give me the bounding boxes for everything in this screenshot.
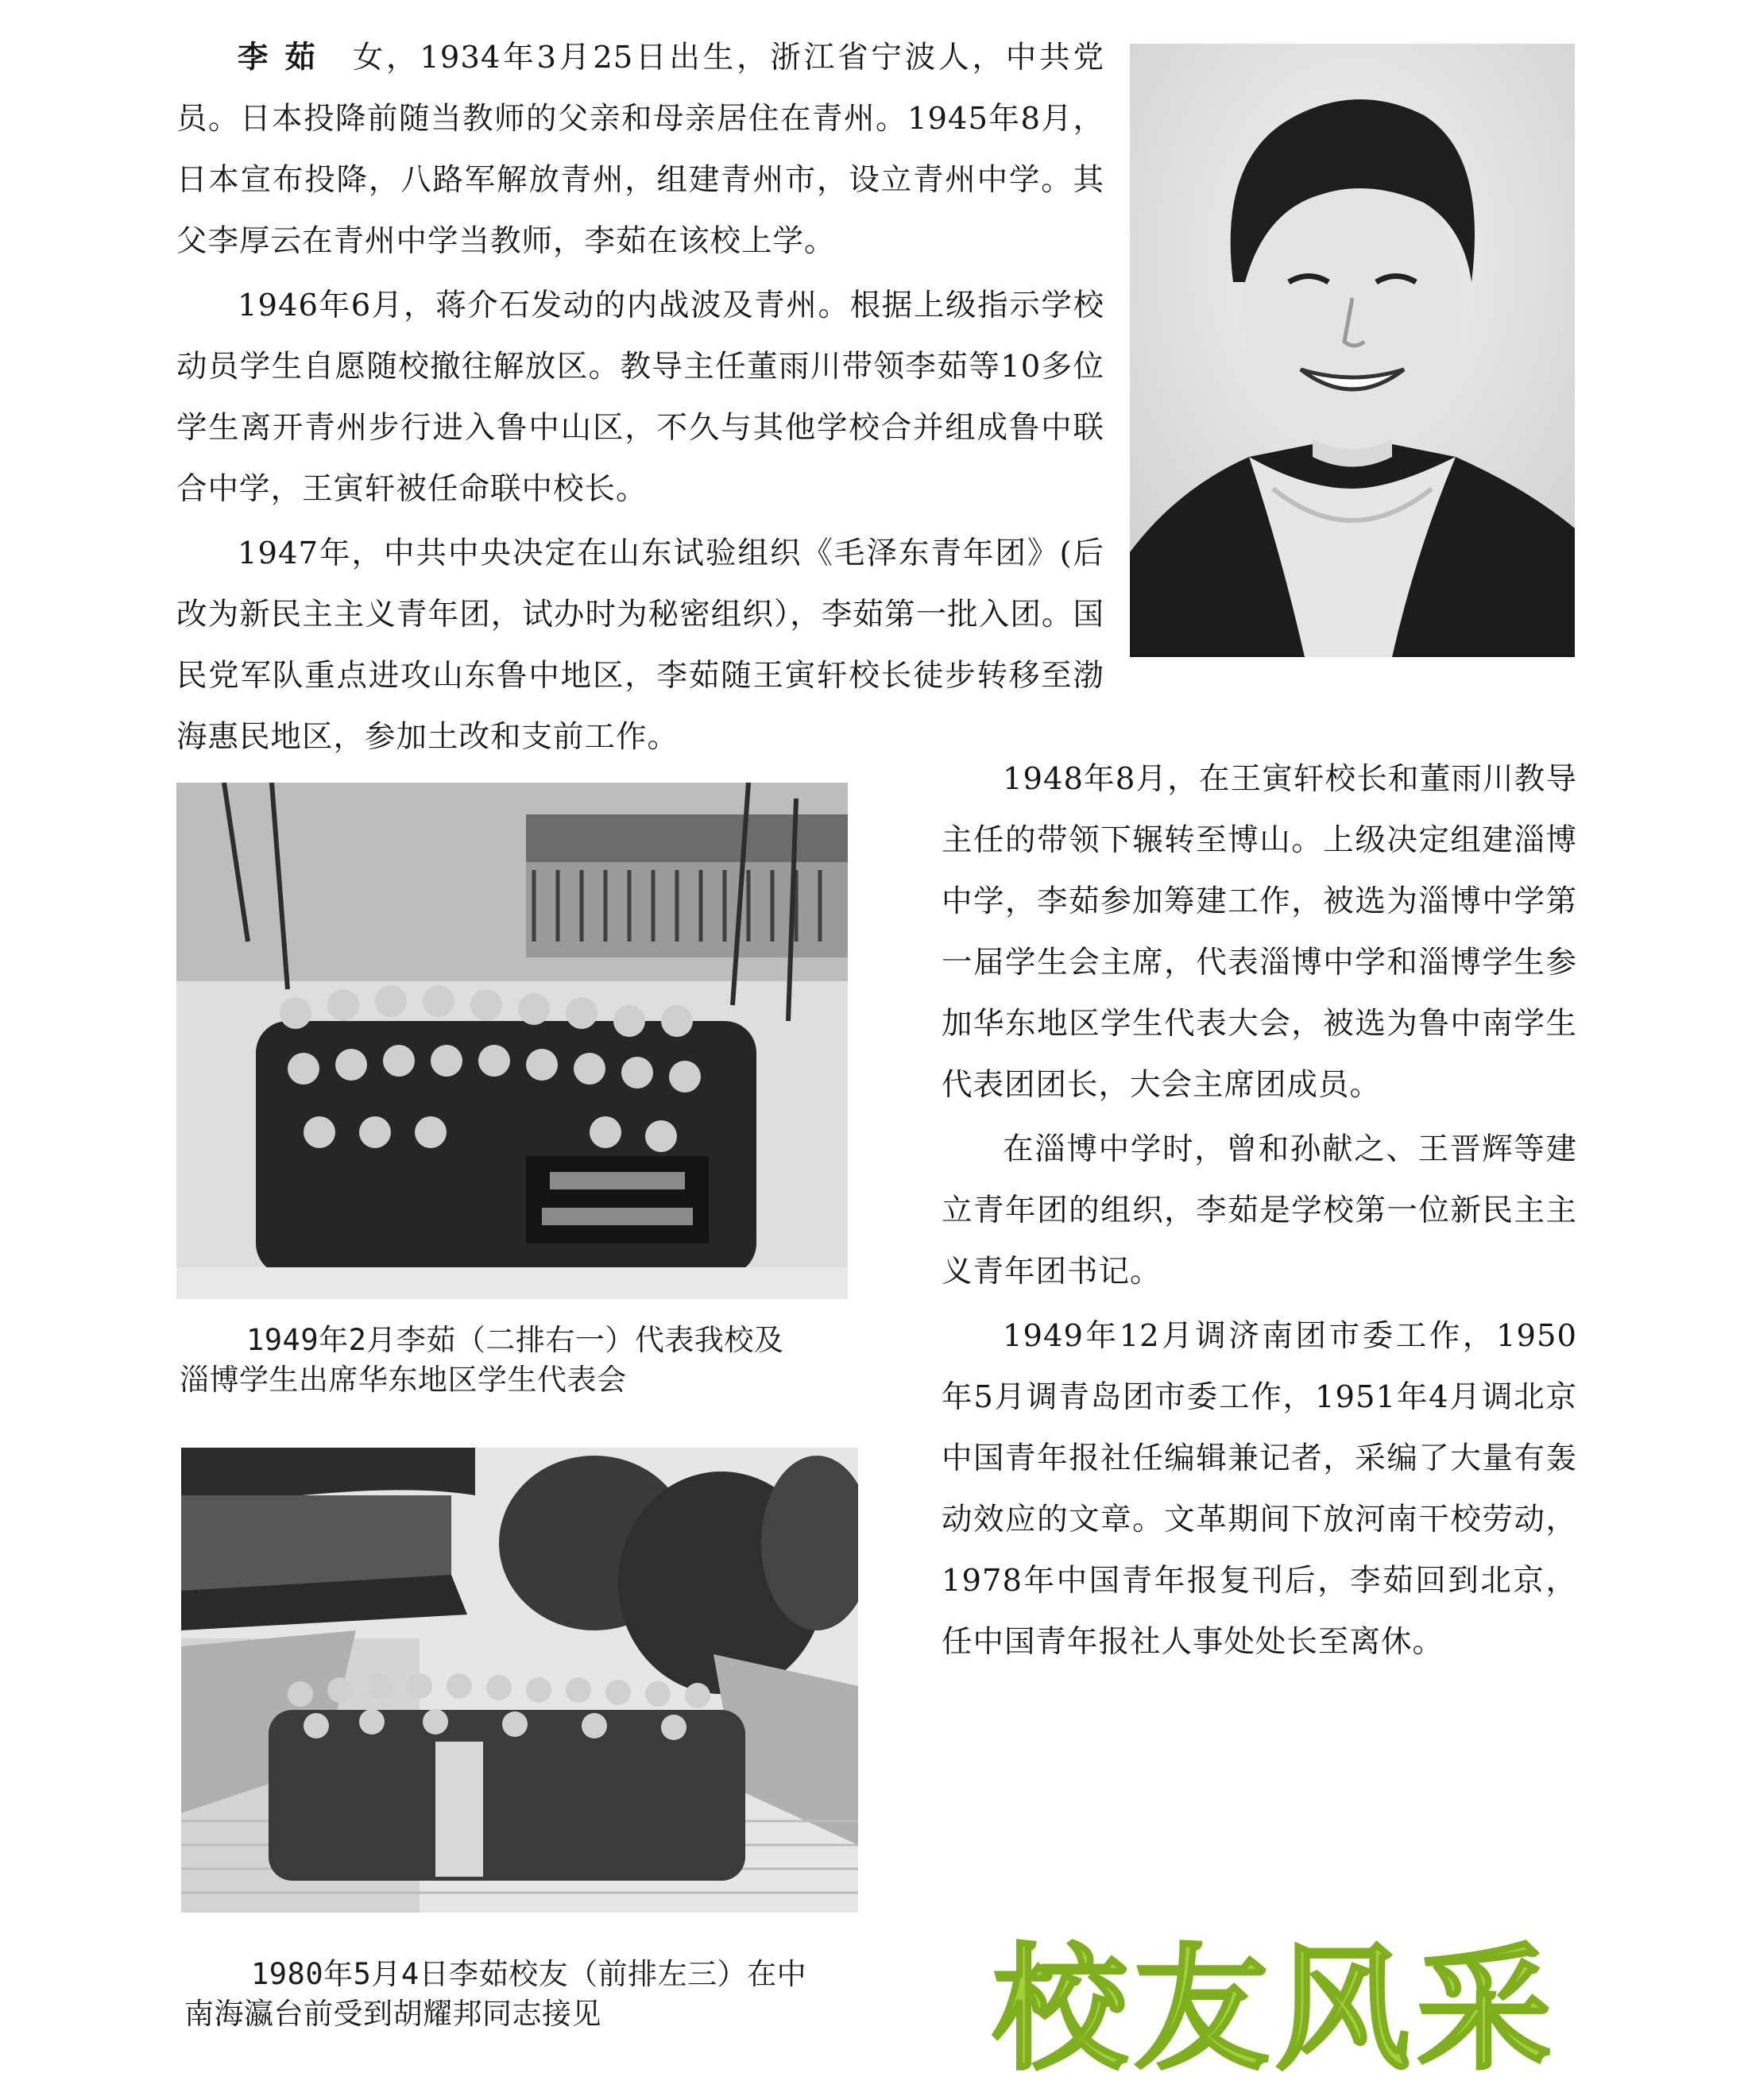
alumni-showcase-logo (989, 1929, 1561, 2076)
photo-1949-group (176, 783, 848, 1299)
paragraph-career: 1949年12月调济南团市委工作，1950年5月调青岛团市委工作，1951年4月调北京中国青年报社任编辑兼记者，采编了大量有轰动效应的文章。文革期间下放河南干校劳动，1978年中国青年报复刊后，李茹回到北京，任中国青年报社人事处处长至离休。 (942, 1318, 1577, 1660)
caption-1949 (180, 1321, 879, 1400)
caption-1980-line1: 1980年5月4日李茹校友（前排左三）在中 (251, 1957, 807, 1991)
logo-text: 校友风采 (992, 1932, 1559, 2076)
caption-1980 (184, 1955, 884, 2034)
paragraph-intro-text: 女，1934年3月25日出生，浙江省宁波人，中共党员。日本投降前随当教师的父亲和母亲居住在青州。1945年8月，日本宣布投降，八路军解放青州，组建青州市，设立青州中学。其父李厚云在青州中学当教师，李茹在该校上学。 (176, 40, 1104, 259)
article-column-right (942, 748, 1577, 1673)
caption-1980-line2: 南海瀛台前受到胡耀邦同志接见 (184, 1997, 601, 2031)
paragraph-intro (176, 27, 1104, 272)
portrait-photo (1130, 44, 1575, 657)
article-column-top (176, 27, 1104, 768)
paragraph-1946: 1946年6月，蒋介石发动的内战波及青州。根据上级指示学校动员学生自愿随校撤往解放区。教导主任董雨川带领李茹等10多位学生离开青州步行进入鲁中山区，不久与其他学校合并组成鲁中联合中学，王寅轩被任命联中校长。 (176, 288, 1104, 507)
paragraph-1948: 1948年8月，在王寅轩校长和董雨川教导主任的带领下辗转至博山。上级决定组建淄博中学，李茹参加筹建工作，被选为淄博中学第一届学生会主席，代表淄博中学和淄博学生参加华东地区学生代表大会，被选为鲁中南学生代表团团长，大会主席团成员。 (942, 761, 1577, 1103)
paragraph-1947: 1947年，中共中央决定在山东试验组织《毛泽东青年团》(后改为新民主主义青年团，试办时为秘密组织），李茹第一批入团。国民党军队重点进攻山东鲁中地区，李茹随王寅轩校长徒步转移至渤海惠民地区，参加土改和支前工作。 (176, 536, 1104, 755)
person-name: 李茹 (238, 40, 332, 75)
paragraph-zibo: 在淄博中学时，曾和孙献之、王晋辉等建立青年团的组织，李茹是学校第一位新民主主义青年团书记。 (942, 1131, 1577, 1290)
caption-1949-line2: 淄博学生出席华东地区学生代表会 (180, 1363, 627, 1397)
photo-1980-group (181, 1448, 858, 1912)
caption-1949-line1: 1949年2月李茹（二排右一）代表我校及 (246, 1323, 784, 1357)
